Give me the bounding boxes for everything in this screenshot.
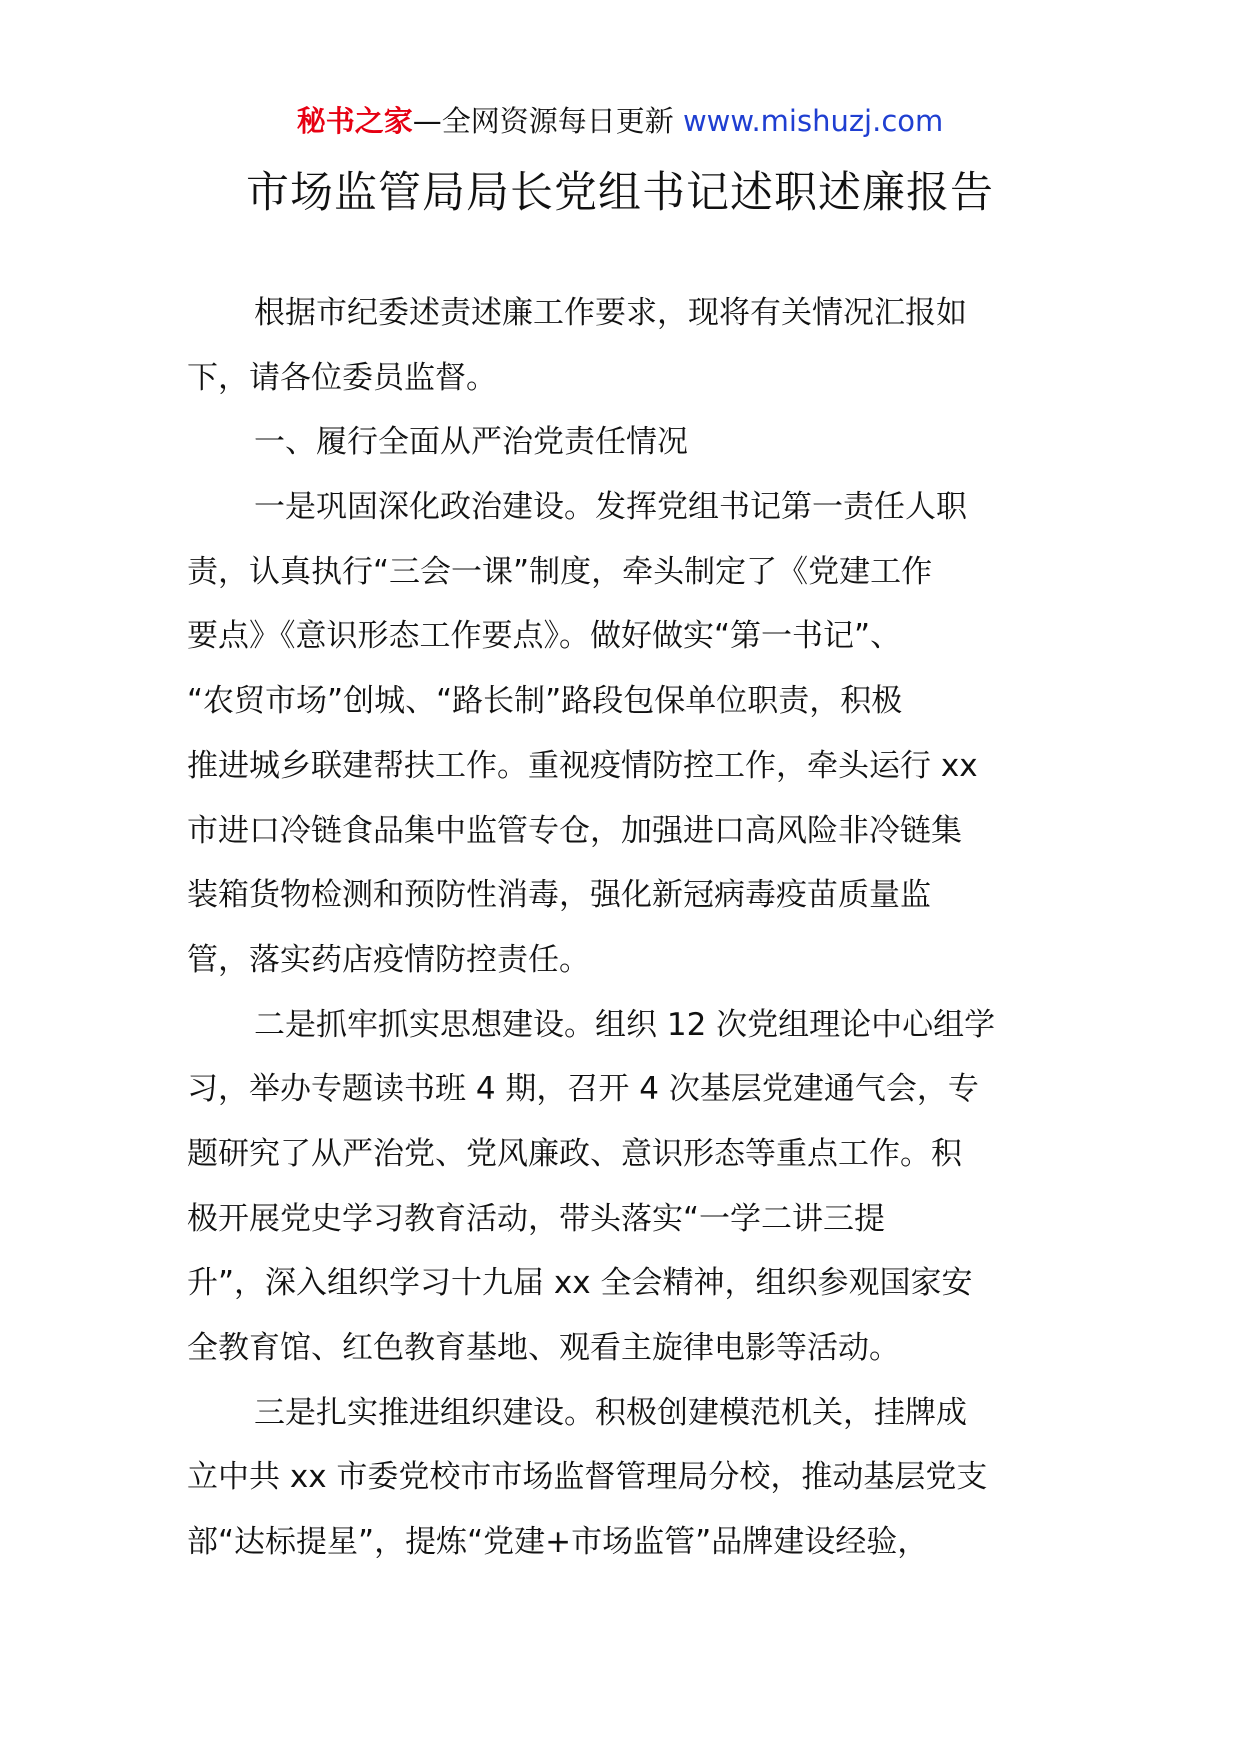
document-title: 市场监管局局长党组书记述职述廉报告: [246, 168, 994, 218]
paragraph-line: 立中共 xx 市委党校市市场监督管理局分校，推动基层党支: [187, 1459, 988, 1496]
paragraph-line: 装箱货物检测和预防性消毒，强化新冠病毒疫苗质量监: [187, 877, 931, 914]
section-heading: 一、履行全面从严治党责任情况: [254, 424, 688, 461]
paragraph-line: 一是巩固深化政治建设。发挥党组书记第一责任人职: [254, 489, 967, 526]
paragraph-line: 部“达标提星”，提炼“党建+市场监管”品牌建设经验，: [187, 1524, 929, 1561]
paragraph-line: “农贸市场”创城、“路长制”路段包保单位职责，积极: [187, 683, 903, 720]
paragraph-line: 升”，深入组织学习十九届 xx 全会精神，组织参观国家安: [187, 1265, 973, 1302]
paragraph-line: 市进口冷链食品集中监管专仓，加强进口高风险非冷链集: [187, 812, 962, 849]
paragraph-line: 根据市纪委述责述廉工作要求，现将有关情况汇报如: [254, 295, 967, 331]
paragraph-line: 要点》《意识形态工作要点》。做好做实“第一书记”、: [187, 618, 902, 655]
paragraph-line: 管，落实药店疫情防控责任。: [187, 941, 590, 978]
slogan-text: —全网资源每日更新: [412, 104, 683, 138]
paragraph-line: 习，举办专题读书班 4 期，召开 4 次基层党建通气会，专: [187, 1071, 979, 1108]
paragraph-line: 二是抓牢抓实思想建设。组织 12 次党组理论中心组学: [254, 1006, 996, 1043]
paragraph-line: 三是扎实推进组织建设。积极创建模范机关，挂牌成: [254, 1394, 967, 1431]
brand-name: 秘书之家: [296, 104, 413, 138]
paragraph-line: 全教育馆、红色教育基地、观看主旋律电影等活动。: [187, 1330, 900, 1366]
paragraph-line: 极开展党史学习教育活动，带头落实“一学二讲三提: [187, 1200, 886, 1237]
document-body: [187, 292, 1055, 1586]
header-banner: [0, 101, 1240, 141]
paragraph-line: 下，请各位委员监督。: [187, 359, 497, 396]
website-link[interactable]: www.mishuzj.com: [682, 104, 944, 138]
paragraph-line: 题研究了从严治党、党风廉政、意识形态等重点工作。积: [187, 1135, 962, 1172]
paragraph-line: 责，认真执行“三会一课”制度，牵头制定了《党建工作: [187, 553, 933, 590]
paragraph-line: 推进城乡联建帮扶工作。重视疫情防控工作，牵头运行 xx: [187, 747, 978, 784]
